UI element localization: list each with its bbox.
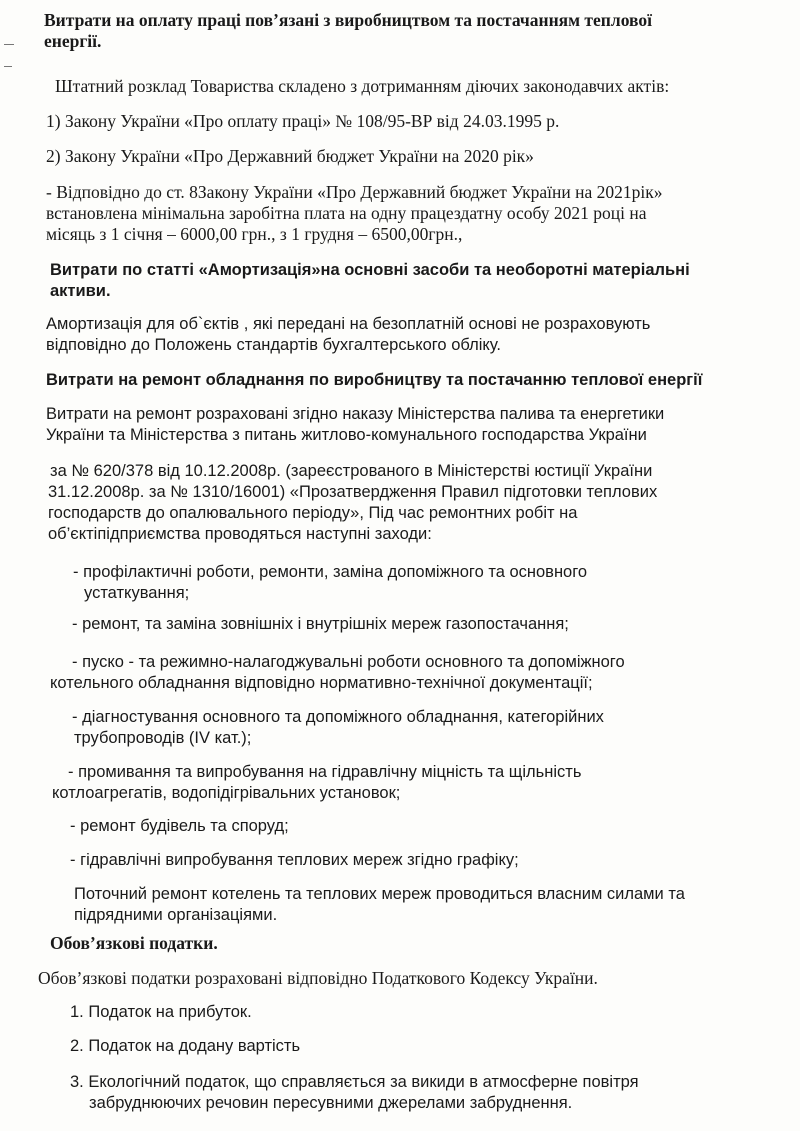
repair-measure-item: - пуско - та режимно-налагоджувальні роботи основного та допоміжного котельного обладнання відповідно нормативно-технічної документації; — [50, 653, 625, 692]
minimum-wage-paragraph: - Відповідно до ст. 8Закону України «Про Державний бюджет України на 2021рік» встановлена мінімальна заробітна плата на одну працездатну особу 2021 році на місяць з 1 січня – 6000,00 грн., з 1 грудня – 6500,00грн., — [46, 182, 663, 244]
repair-order-paragraph: за № 620/378 від 10.12.2008р. (зареєстрованого в Міністерстві юстиції України 31.12.2008р. за № 1310/16001) «Прозатвердження Правил підготовки теплових господарств до опалювального періоду», Під час ремонтних робіт на об’єктіпідприємства проводяться наступні заходи: — [48, 462, 658, 543]
law-item-1: 1) Закону України «Про оплату праці» № 108/95-ВР від 24.03.1995 р. — [46, 111, 560, 131]
repair-measure-item: - діагностування основного та допоміжного обладнання, категорійних трубопроводів (IV кат.); — [72, 708, 604, 747]
law-item-2: 2) Закону України «Про Державний бюджет України на 2020 рік» — [46, 146, 534, 166]
tax-item: 2. Податок на додану вартість — [70, 1037, 301, 1055]
repair-measure-item: - гідравлічні випробування теплових мереж згідно графіку; — [70, 851, 519, 869]
repair-measure-item: - промивання та випробування на гідравлічну міцність та щільність котлоагрегатів, водопідігрівальних установок; — [52, 763, 582, 802]
heading-mandatory-taxes: Обов’язкові податки. — [50, 933, 218, 953]
heading-depreciation: Витрати по статті «Амортизація»на основні засоби та необоротні матеріальні активи. — [50, 261, 690, 300]
heading-equipment-repair: Витрати на ремонт обладнання по виробництву та постачанню теплової енергії — [46, 371, 703, 389]
scan-margin-mark — [4, 66, 12, 67]
staffing-intro: Штатний розклад Товариства складено з дотриманням діючих законодавчих актів: — [55, 76, 670, 96]
scan-margin-mark — [4, 44, 14, 45]
repair-measure-item: - ремонт будівель та споруд; — [70, 817, 289, 835]
depreciation-paragraph: Амортизація для об`єктів , які передані на безоплатній основі не розраховують відповідно до Положень стандартів бухгалтерського обліку. — [46, 315, 651, 354]
repair-measure-item: - профілактичні роботи, ремонти, заміна допоміжного та основного устаткування; — [73, 563, 588, 602]
taxes-intro: Обов’язкові податки розраховані відповідно Податкового Кодексу України. — [38, 968, 598, 988]
repair-intro-paragraph: Витрати на ремонт розраховані згідно наказу Міністерства палива та енергетики України та Міністерства з питань житлово-комунального господарства України — [46, 405, 665, 444]
heading-labor-costs: Витрати на оплату праці пов’язані з виробництвом та постачанням теплової енергії. — [44, 10, 652, 51]
repair-closing-paragraph: Поточний ремонт котелень та теплових мереж проводиться власним силами та підрядними організаціями. — [74, 885, 685, 924]
repair-measure-item: - ремонт, та заміна зовнішніх і внутрішніх мереж газопостачання; — [72, 615, 569, 633]
tax-item: 1. Податок на прибуток. — [70, 1003, 252, 1021]
tax-item: 3. Екологічний податок, що справляється за викиди в атмосферне повітря забруднюючих речовин пересувними джерелами забруднення. — [70, 1073, 639, 1112]
